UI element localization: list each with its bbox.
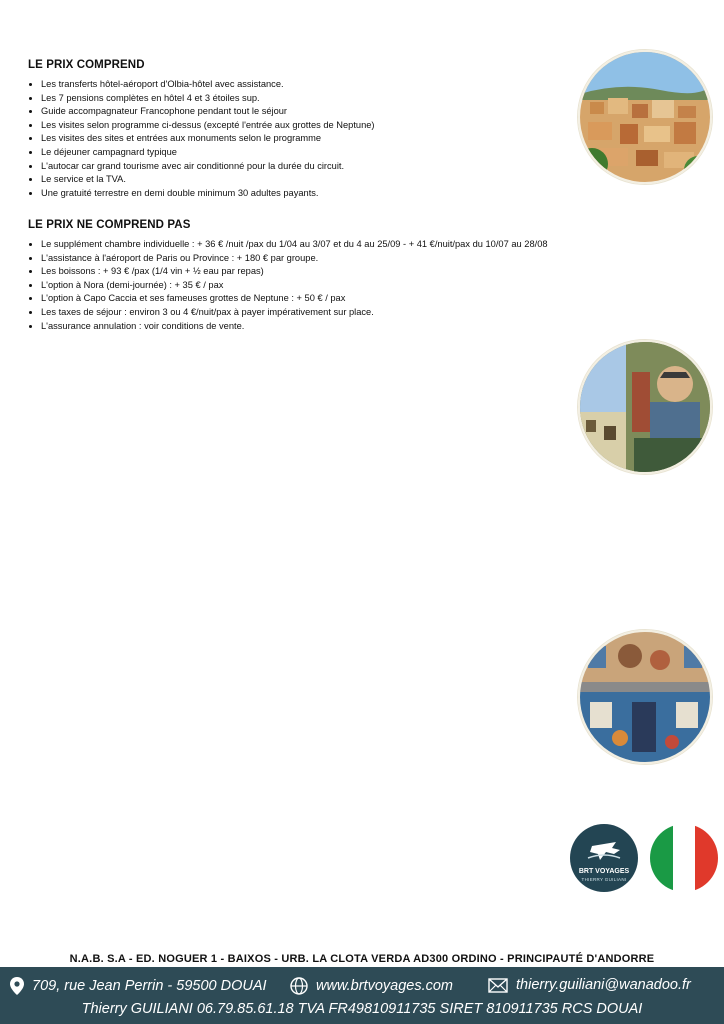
globe-icon xyxy=(290,977,308,995)
envelope-icon xyxy=(488,978,508,993)
flag-green-stripe xyxy=(650,824,673,892)
excluded-title: LE PRIX NE COMPREND PAS xyxy=(28,219,191,231)
excluded-item: • Les taxes de séjour : environ 3 ou 4 €/nuit/pax à payer impérativement sur place. xyxy=(41,306,586,320)
town-panorama-photo xyxy=(578,50,712,184)
mural-street-image xyxy=(580,342,710,472)
flag-white-stripe xyxy=(673,824,696,892)
flag-red-stripe xyxy=(695,824,718,892)
included-item: • Une gratuité terrestre en demi double minimum 30 adultes payants. xyxy=(41,187,586,201)
logo-brand: BRT VOYAGES xyxy=(578,868,630,875)
included-item: • Le déjeuner campagnard typique xyxy=(41,146,586,160)
town-panorama-image xyxy=(580,52,710,182)
excluded-item: • Le supplément chambre individuelle : + 36 € /nuit /pax du 1/04 au 3/07 et du 4 au 25/09 - + 41 €/nuit/pax du 10/07 au 28/08 xyxy=(41,238,586,252)
footer-website[interactable] xyxy=(290,977,453,995)
included-item: • Le service et la TVA. xyxy=(41,173,586,187)
excluded-item: • L'assistance à l'aéroport de Paris ou Province : + 180 € par groupe. xyxy=(41,252,586,266)
included-list xyxy=(28,78,586,200)
included-item: • Les 7 pensions complètes en hôtel 4 et 3 étoiles sup. xyxy=(41,92,586,106)
footer-legal: Thierry GUILIANI 06.79.85.61.18 TVA FR49810911735 SIRET 810911735 RCS DOUAI xyxy=(81,1001,643,1017)
location-pin-icon xyxy=(10,977,24,995)
included-item: • Guide accompagnateur Francophone pendant tout le séjour xyxy=(41,105,586,119)
excluded-item: • L'option à Capo Caccia et ses fameuses grottes de Neptune : + 50 € / pax xyxy=(41,292,586,306)
footer-email-text[interactable]: thierry.guiliani@wanadoo.fr xyxy=(516,977,691,993)
excluded-item: • L'option à Nora (demi-journée) : + 35 € / pax xyxy=(41,279,586,293)
brt-voyages-logo xyxy=(570,824,638,892)
included-item: • Les visites des sites et entrées aux monuments selon le programme xyxy=(41,132,586,146)
excluded-item: • Les boissons : + 93 € /pax (1/4 vin + ½ eau par repas) xyxy=(41,265,586,279)
included-item: • Les visites selon programme ci-dessus (excepté l'entrée aux grottes de Neptune) xyxy=(41,119,586,133)
logo-subtitle: THIERRY GUILIANI xyxy=(581,877,627,882)
painted-house-photo xyxy=(578,630,712,764)
excluded-list xyxy=(28,238,586,333)
included-item: • L'autocar car grand tourisme avec air conditionné pour la durée du circuit. xyxy=(41,160,586,174)
footer-bar xyxy=(0,967,724,1024)
included-title: LE PRIX COMPREND xyxy=(28,59,145,71)
excluded-item: • L'assurance annulation : voir conditions de vente. xyxy=(41,320,586,334)
company-address: N.A.B. S.A - ED. NOGUER 1 - BAIXOS - URB. LA CLOTA VERDA AD300 ORDINO - PRINCIPAUTÉ D'ANDORRE xyxy=(69,953,655,965)
painted-house-image xyxy=(580,632,710,762)
footer-website-text[interactable]: www.brtvoyages.com xyxy=(316,978,453,994)
included-item: • Les transferts hôtel-aéroport d'Olbia-hôtel avec assistance. xyxy=(41,78,586,92)
mural-street-photo xyxy=(578,340,712,474)
footer-address xyxy=(10,977,267,995)
footer-email[interactable] xyxy=(488,977,691,993)
footer-address-text: 709, rue Jean Perrin - 59500 DOUAI xyxy=(32,978,267,994)
italy-flag xyxy=(650,824,718,892)
